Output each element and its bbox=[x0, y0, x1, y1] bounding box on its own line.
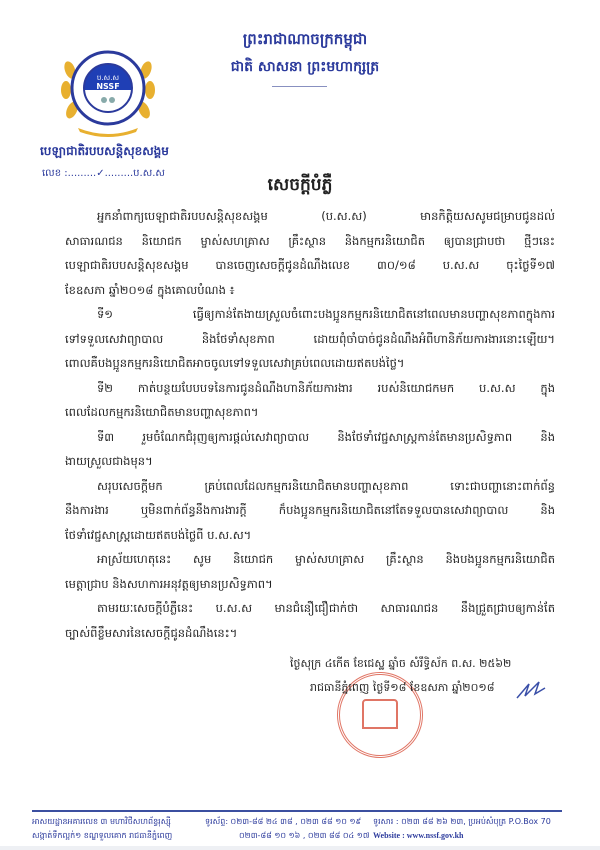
solar-date: រាជធានីភ្នំពេញ ថ្ងៃទី១៨ ខែឧសភា ឆ្នាំ២០១៨ bbox=[310, 681, 495, 694]
body-line: សរុបសេចក្តីមក គ្រប់ពេលដែលកម្មករនិយោជិតមានបញ្ហាសុខភាព ទោះជាបញ្ហានោះពាក់ព័ន្ធ bbox=[97, 478, 555, 493]
document-body bbox=[65, 204, 555, 645]
body-line: ទី៣ រួមចំណែកជំរុញឲ្យការផ្តល់សេវាព្យាបាល និងថែទាំវេជ្ជសាស្ត្រកាន់តែមានប្រសិទ្ធភាព និង bbox=[97, 429, 555, 444]
body-line: ពោលគឺបងប្អូនកម្មករនិយោជិតអាចចូលទៅទទួលសេវាគ្រប់ពេលដោយឥតបង់ថ្លៃ។ bbox=[65, 356, 405, 370]
body-line: ទី១ ធ្វើឲ្យកាន់តែងាយស្រួលចំពោះបងប្អូនកម្មករនិយោជិតនៅពេលមានបញ្ហាសុខភាពក្នុងការ bbox=[97, 307, 555, 321]
nssf-logo bbox=[58, 40, 158, 138]
body-line: នឹងការងារ ឬមិនពាក់ព័ន្ធនឹងការងារក្តី ក៏បងប្អូនកម្មករនិយោជិតនៅតែទទួលបានសេវាព្យាបាល និង bbox=[65, 503, 555, 517]
phone-line: ០២៣-៨៨ ១០ ១៦ , ០២៣ ៨៨ ០៤ ១៧ bbox=[239, 831, 370, 840]
body-line: ងាយស្រួលជាងមុន។ bbox=[65, 454, 153, 468]
footer-address bbox=[32, 815, 172, 843]
website-link[interactable]: Website : www.nssf.gov.kh bbox=[373, 831, 464, 840]
logo-abbr-en: NSSF bbox=[96, 82, 120, 91]
address-line: អាសយដ្ឋានអគារលេខ ៣ មហាវិថីសហព័ន្ធរុស្ស៊ី bbox=[32, 817, 171, 826]
footer-divider bbox=[32, 810, 562, 812]
body-line: មេត្តាជ្រាប និងសហការអនុវត្តឲ្យមានប្រសិទ្ធភាព។ bbox=[65, 576, 273, 591]
phone-line: ទូរស័ព្ទ: ០២៣-៨៨ ២៤ ៣៨ , ០២៣ ៨៨ ១០ ១៩ bbox=[205, 817, 362, 826]
page-bottom-edge bbox=[0, 846, 600, 850]
body-line: ច្បាស់ពីខ្លឹមសារនៃសេចក្តីជូនដំណឹងនេះ។ bbox=[65, 625, 238, 640]
document-title: សេចក្តីបំភ្លឺ bbox=[267, 175, 333, 195]
footer-fax bbox=[373, 815, 551, 843]
body-line: ថែទាំវេជ្ជសាស្ត្រដោយឥតបង់ថ្លៃពី ប.ស.ស។ bbox=[65, 527, 252, 542]
lunar-date: ថ្ងៃសុក្រ ៤កើត ខែជេស្ឋ ឆ្នាំច សំរឹទ្ធិស័ក ព.ស. ២៥៦២ bbox=[290, 657, 512, 670]
ornament-divider bbox=[272, 86, 327, 87]
body-line: តាមរយៈសេចក្តីបំភ្លឺនេះ ប.ស.ស មានជំនឿជឿជាក់ថា សាធារណជន នឹងជ្រួតជ្រាបឲ្យកាន់តែ bbox=[97, 601, 555, 615]
body-line: ទី២ កាត់បន្ថយបែបបទនៃការជូនដំណឹងហានិភ័យការងារ របស់និយោជកមក ប.ស.ស ក្នុង bbox=[97, 380, 555, 395]
footer-phone bbox=[205, 815, 369, 843]
body-line: ខែឧសភា ឆ្នាំ២០១៨ ក្នុងគោលបំណង ៖ bbox=[65, 282, 235, 297]
reference-number: លេខ :.........✓.........ប.ស.ស bbox=[42, 168, 165, 179]
organization-name: បេឡាជាតិរបបសន្តិសុខសង្គម bbox=[40, 144, 169, 158]
address-line: សង្កាត់ទឹកល្អក់១ ខណ្ឌទួលគោក រាជធានីភ្នំពេញ bbox=[32, 831, 173, 840]
motto-heading: ជាតិ សាសនា ព្រះមហាក្សត្រ bbox=[230, 59, 380, 75]
body-line: អាស្រ័យហេតុនេះ សូម និយោជក ម្ចាស់សហគ្រាស គ្រឹះស្ថាន និងបងប្អូនកម្មករនិយោជិត bbox=[97, 552, 555, 566]
stamp-temple-icon bbox=[362, 699, 398, 729]
kingdom-heading: ព្រះរាជាណាចក្រកម្ពុជា bbox=[242, 30, 368, 48]
body-line: ទៅទទួលសេវាព្យាបាល និងថែទាំសុខភាព ដោយពុំចាំបាច់ជូនដំណឹងអំពីហានិភ័យការងារនោះឡើយ។ bbox=[65, 331, 555, 346]
body-line: បេឡាជាតិរបបសន្តិសុខសង្គម បានចេញសេចក្តីជូនដំណឹងលេខ ៣០/១៨ ប.ស.ស ចុះថ្ងៃទី១៧ bbox=[65, 258, 555, 272]
signature-icon bbox=[515, 678, 547, 700]
logo-abbr-kh: ប.ស.ស bbox=[96, 74, 120, 82]
body-line: ពេលដែលកម្មករនិយោជិតមានបញ្ហាសុខភាព។ bbox=[65, 405, 259, 419]
body-line: សាធារណជន និយោជក ម្ចាស់សហគ្រាស គ្រឹះស្ថាន និងកម្មករនិយោជិត ឲ្យបានជ្រាបថា ថ្មីៗនេះ bbox=[65, 233, 555, 248]
fax-line: ទូរសារ : ០២៣ ៨៨ ២៦ ២៣, ប្រអប់សំបុត្រ P.O.Box 70 bbox=[373, 817, 551, 826]
body-line: អ្នកនាំពាក្យបេឡាជាតិរបបសន្តិសុខសង្គម (ប.ស.ស) មានកិត្តិយសសូមជម្រាបជូនដល់ bbox=[97, 209, 555, 223]
